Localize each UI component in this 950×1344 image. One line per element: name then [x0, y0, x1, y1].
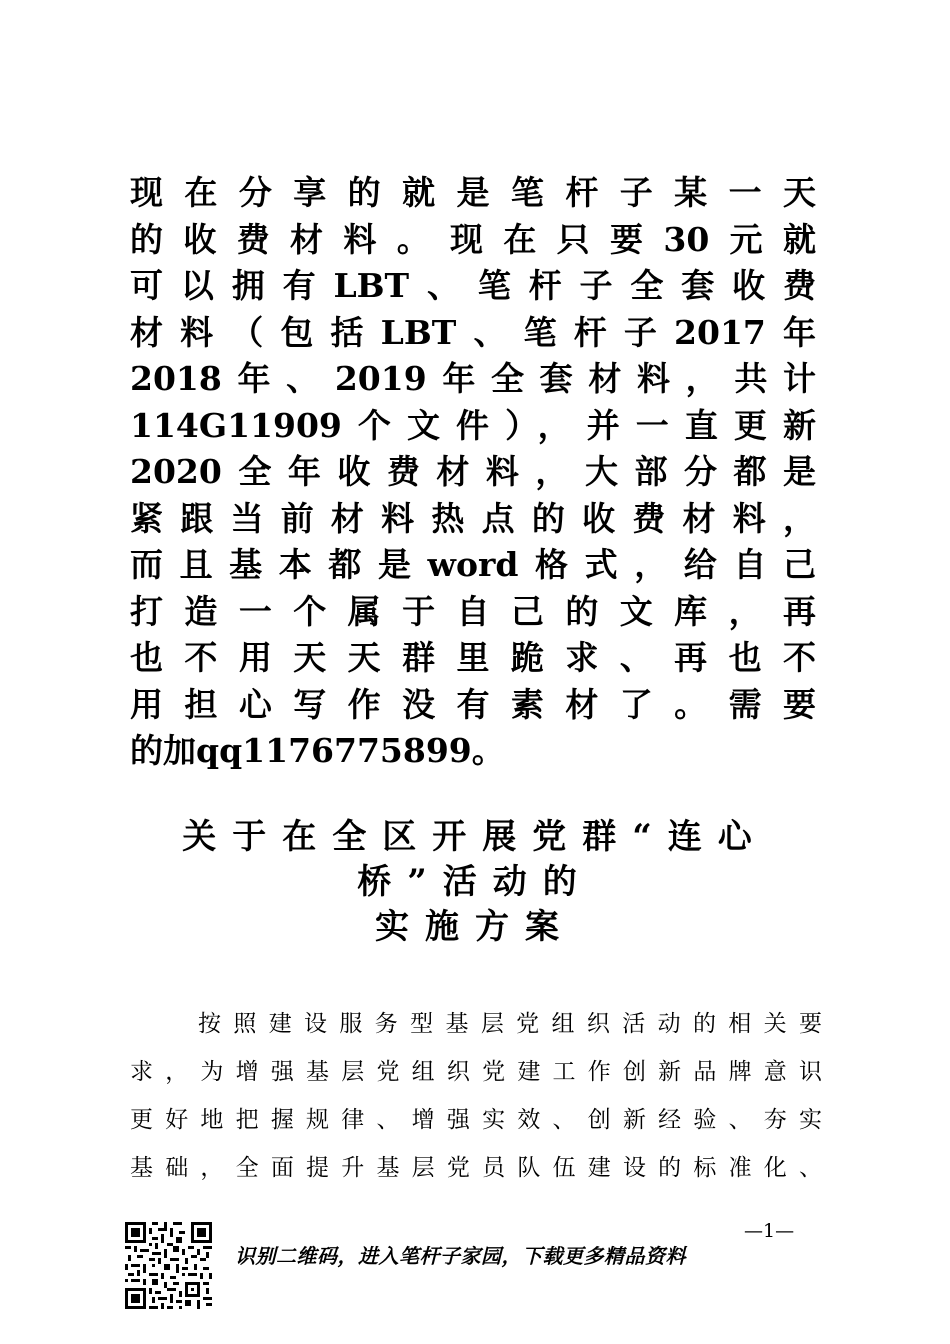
intro-line: 而且基本都是word格式，给自己: [130, 545, 816, 584]
body-line: 按照建设服务型基层党组织活动的相关要: [198, 1011, 822, 1037]
intro-line: 材料（包括LBT、笔杆子2017年: [130, 312, 816, 352]
intro-line: 2018年、2019年全套材料，共计: [130, 359, 816, 398]
intro-line: 用担心写作没有素材了。需要: [130, 684, 816, 724]
intro-line: 的收费材料。现在只要30元就: [130, 219, 816, 259]
intro-paragraph: [130, 170, 816, 775]
intro-line: 也不用天天群里跪求、再也不: [130, 638, 816, 677]
footer-promo-text: 识别二维码，进入笔杆子家园，下载更多精品资料: [235, 1244, 686, 1268]
body-line: 更好地把握规律、增强实效、创新经验、夯实: [130, 1107, 822, 1133]
qr-code-icon: [125, 1222, 212, 1309]
intro-line: 的加qq1176775899。: [130, 731, 505, 770]
body-line: 基础，全面提升基层党员队伍建设的标准化、: [130, 1155, 822, 1181]
title-line-3: 实施方案: [375, 907, 575, 947]
title-line-1: 关于在全区开展党群“连心: [182, 817, 768, 857]
body-paragraph: [130, 1000, 822, 1192]
body-line: 求，为增强基层党组织党建工作创新品牌意识: [130, 1059, 822, 1085]
intro-line: 2020全年收费材料，大部分都是: [130, 452, 816, 491]
intro-line: 114G11909个文件），并一直更新: [130, 405, 816, 445]
document-title: [150, 815, 800, 950]
intro-line: 可以拥有LBT、笔杆子全套收费: [130, 266, 816, 305]
intro-line: 紧跟当前材料热点的收费材料，: [130, 498, 816, 538]
intro-line: 打造一个属于自己的文库，再: [130, 591, 816, 631]
intro-line: 现在分享的就是笔杆子某一天: [130, 173, 816, 212]
title-line-2: 桥”活动的: [357, 862, 593, 902]
page-number: —1—: [744, 1220, 795, 1242]
